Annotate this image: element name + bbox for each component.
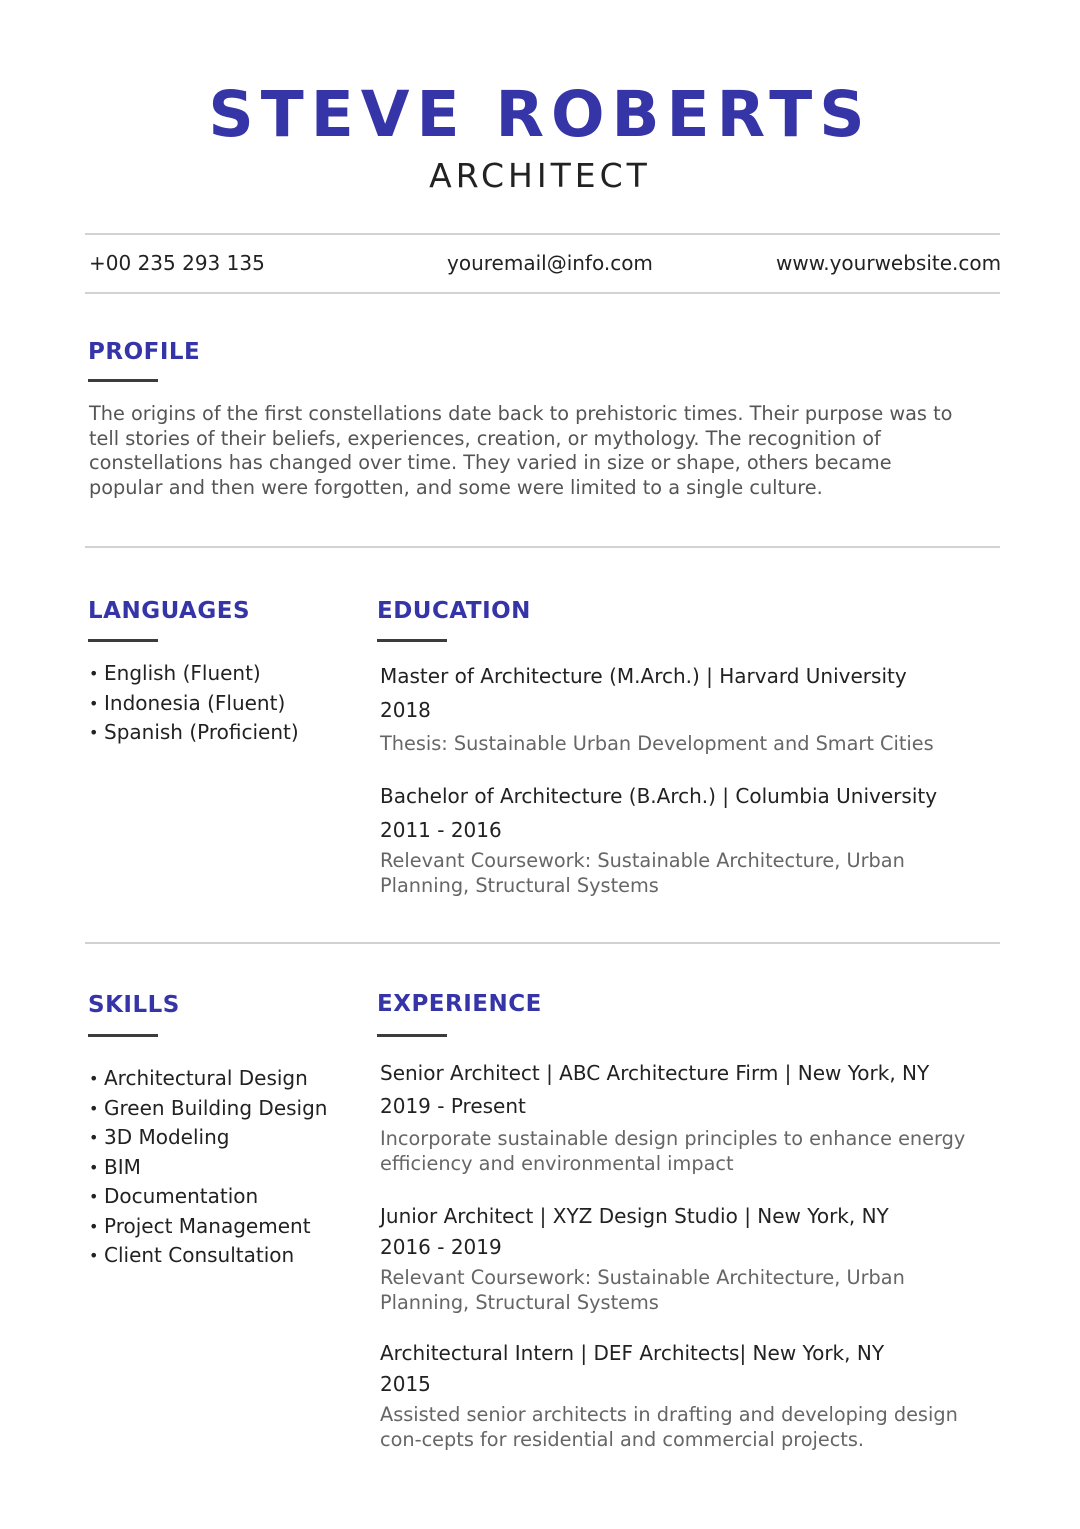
experience-entry-date: 2016 - 2019 [380,1235,502,1259]
skill-item: • 3D Modeling [89,1123,327,1153]
experience-entry-date: 2019 - Present [380,1094,526,1118]
profile-text: The origins of the first constellations date back to prehistoric times. Their purpose was to tell stories of their beliefs, experiences, creation, or mythology. The recognition of constellations has changed over time. They varied in size or shape, others became popular and then were forgotten, and some were limited to a single culture. [89,402,953,499]
education-entry-desc: Relevant Coursework: Sustainable Architecture, Urban Planning, Structural Systems [380,849,905,897]
skills-list [89,1064,327,1271]
language-item: • Indonesia (Fluent) [89,689,299,719]
skills-heading-bar [88,1034,158,1037]
experience-entry-title: Senior Architect | ABC Architecture Firm | New York, NY [380,1061,930,1085]
skill-item: • Documentation [89,1182,327,1212]
contact-website: www.yourwebsite.com [776,251,1002,275]
profile-heading: PROFILE [88,339,201,365]
education-entry-date: 2011 - 2016 [380,818,502,842]
education-heading: EDUCATION [377,598,531,624]
education-entry-title: Master of Architecture (M.Arch.) | Harvard University [380,664,907,688]
experience-entry-desc: Incorporate sustainable design principles to enhance energy efficiency and environmental impact [380,1127,966,1175]
languages-list [89,659,299,748]
education-entry-desc: Thesis: Sustainable Urban Development and Smart Cities [380,732,934,755]
skill-item: • Project Management [89,1212,327,1242]
divider-contact [85,292,1000,294]
experience-entry-title: Architectural Intern | DEF Architects| New York, NY [380,1341,885,1365]
skills-heading: SKILLS [88,992,180,1018]
experience-entry-title: Junior Architect | XYZ Design Studio | New York, NY [380,1204,889,1228]
experience-heading-bar [377,1034,447,1037]
skill-item: • Client Consultation [89,1241,327,1271]
education-entry-title: Bachelor of Architecture (B.Arch.) | Columbia University [380,784,938,808]
experience-entry-desc: Relevant Coursework: Sustainable Architecture, Urban Planning, Structural Systems [380,1266,905,1314]
skill-item: • Architectural Design [89,1064,327,1094]
experience-entry-desc: Assisted senior architects in drafting and developing design con-cepts for residential and commercial projects. [380,1403,958,1451]
skill-item: • Green Building Design [89,1094,327,1124]
languages-heading-bar [88,639,158,642]
divider-education [85,942,1000,944]
experience-entry-date: 2015 [380,1372,431,1396]
divider-top [85,233,1000,235]
skill-item: • BIM [89,1153,327,1183]
language-item: • Spanish (Proficient) [89,718,299,748]
language-item: • English (Fluent) [89,659,299,689]
education-entry-date: 2018 [380,698,431,722]
profile-heading-bar [88,379,158,382]
contact-phone: +00 235 293 135 [89,251,265,275]
candidate-name: STEVE ROBERTS [208,78,872,151]
contact-email: youremail@info.com [447,251,653,275]
education-heading-bar [377,639,447,642]
languages-heading: LANGUAGES [88,598,251,624]
candidate-title: ARCHITECT [429,156,651,195]
experience-heading: EXPERIENCE [377,991,542,1017]
divider-profile [85,546,1000,548]
